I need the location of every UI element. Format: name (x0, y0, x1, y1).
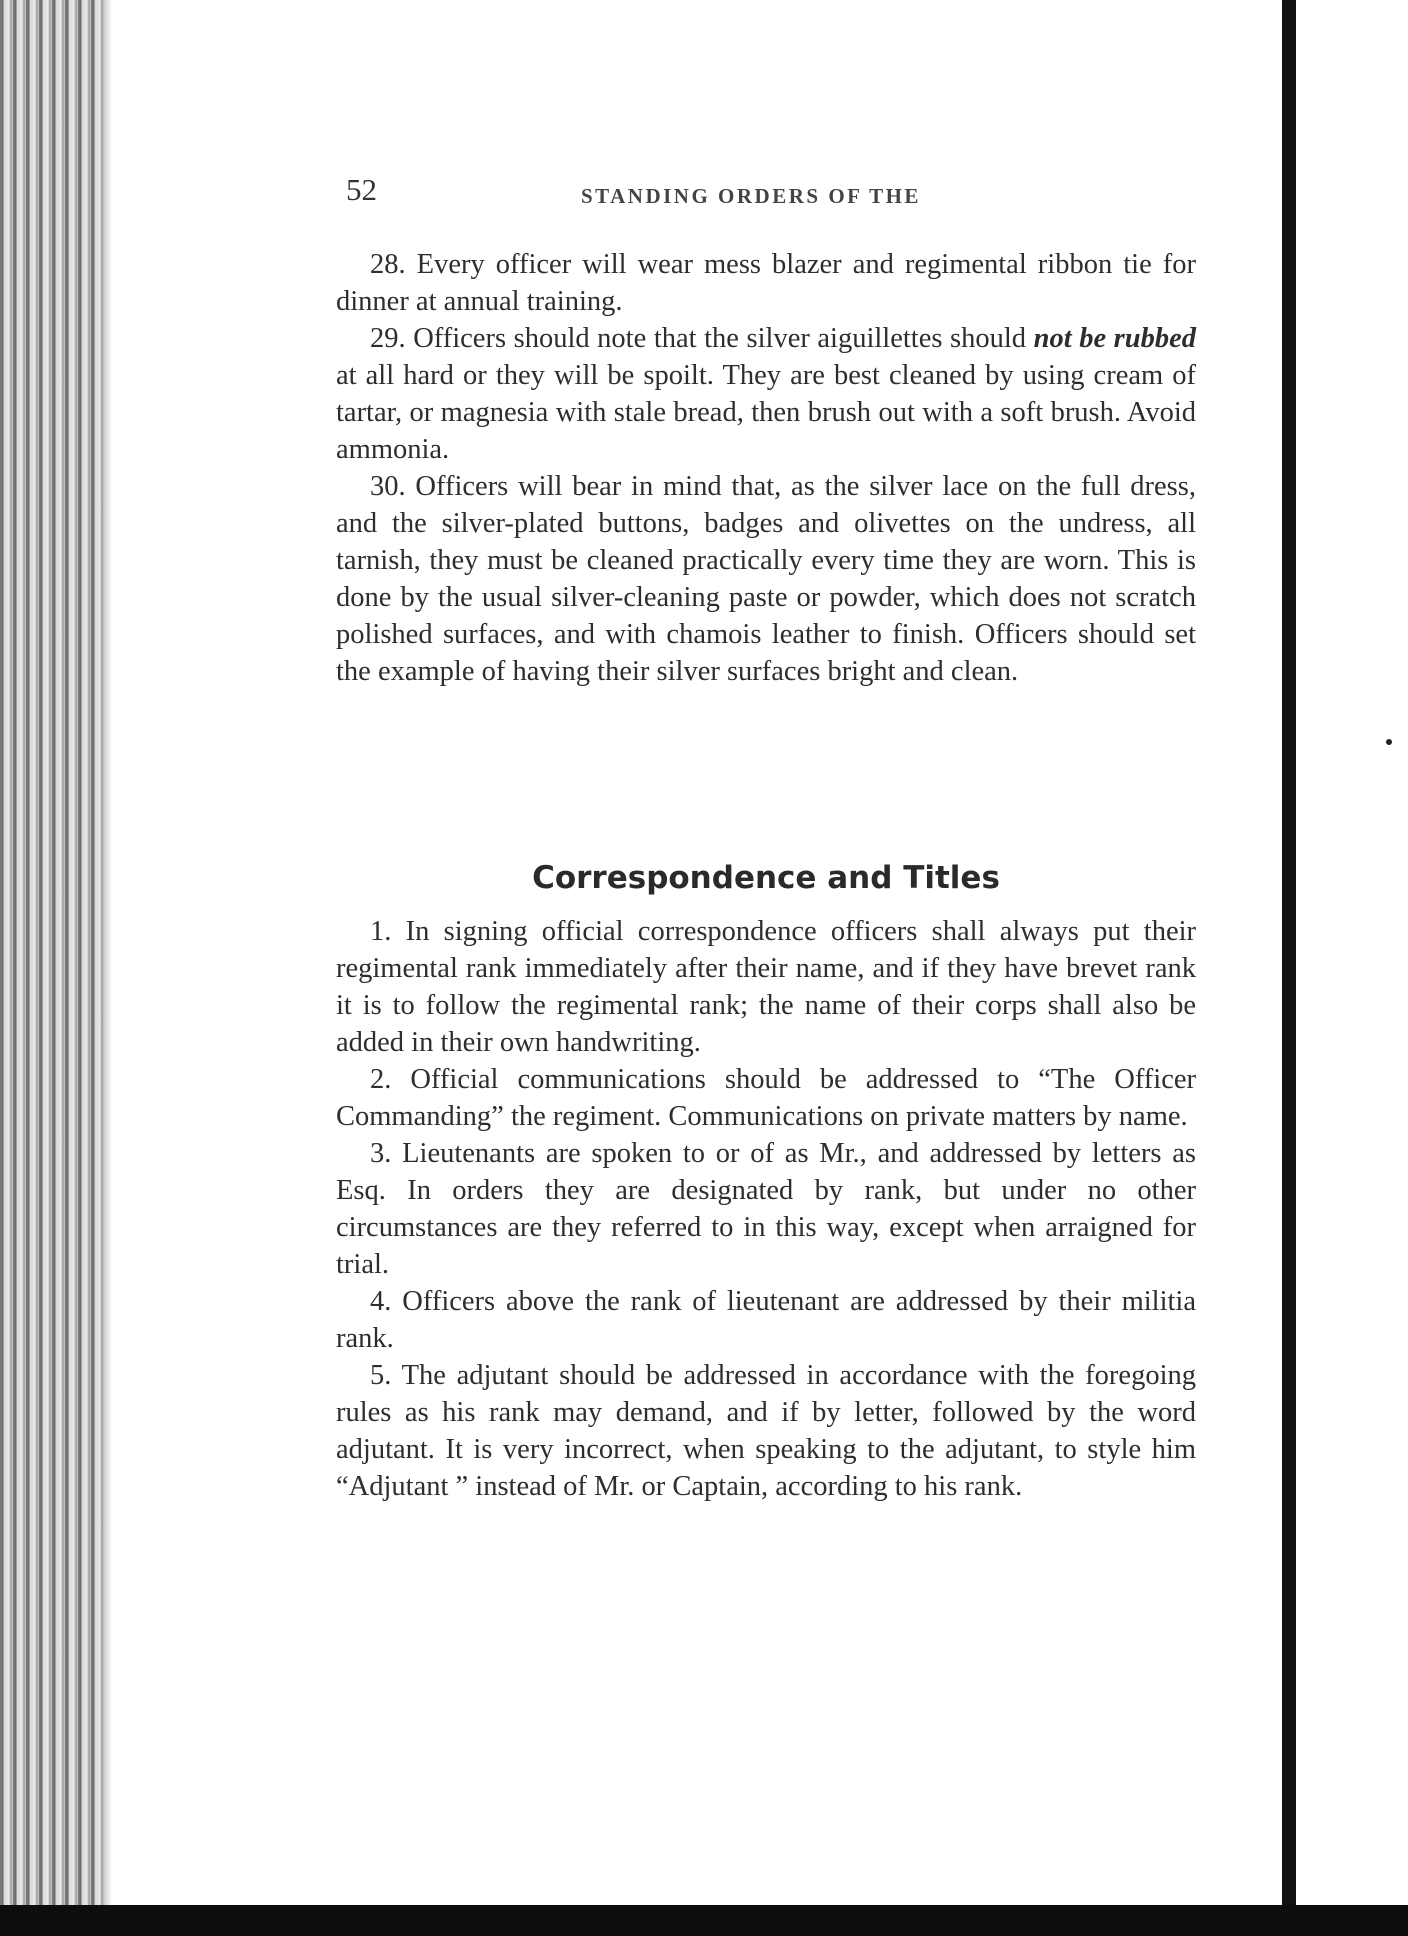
paragraph-text: at all hard or they will be spoilt. They are best cleaned by using cream of tartar, or magnesia with stale bread, then brush out with a soft brush. Avoid ammonia. (336, 360, 1196, 465)
paragraph-28 (336, 246, 1196, 320)
emphasis-text: not be rubbed (1033, 323, 1197, 354)
paragraph-text: In signing official correspondence officers shall always put their regimental rank immediately after their name, and if they have brevet rank it is to follow the regimental rank; the name of their corps shall also be added in their own handwriting. (336, 916, 1196, 1058)
paragraph-4 (336, 1283, 1196, 1357)
paragraph-29 (336, 320, 1196, 468)
paragraph-number: 1. (370, 916, 392, 947)
paragraph-2 (336, 1061, 1196, 1135)
paragraph-number: 3. (370, 1138, 392, 1169)
binding-shadow (1282, 0, 1296, 1905)
paragraph-text: Officers will bear in mind that, as the silver lace on the full dress, and the silver-plated buttons, badges and olivettes on the undress, all tarnish, they must be cleaned practically every time they are worn. This is done by the usual silver-cleaning paste or powder, which does not scratch polished surfaces, and with chamois leather to finish. Officers should set the example of having their silver surfaces bright and clean. (336, 471, 1196, 687)
paragraph-text: Officers above the rank of lieutenant are addressed by their militia rank. (336, 1286, 1196, 1354)
paragraph-text: Officers should note that the silver aiguillettes should (405, 323, 1034, 354)
paragraph-number: 29. (370, 323, 406, 354)
running-title: STANDING ORDERS OF THE (581, 184, 921, 208)
section-heading: Correspondence and Titles (532, 860, 1000, 896)
paragraph-text: Every officer will wear mess blazer and regimental ribbon tie for dinner at annual training. (336, 249, 1196, 317)
paragraph-3 (336, 1135, 1196, 1283)
paragraph-number: 28. (370, 249, 406, 280)
scan-bottom-border (0, 1905, 1408, 1936)
paragraph-text: Official communications should be addressed to “The Officer Commanding” the regiment. Communications on private matters by name. (336, 1064, 1196, 1132)
book-page-edges (0, 0, 112, 1905)
page-header (346, 172, 1191, 212)
paragraph-text: The adjutant should be addressed in accordance with the foregoing rules as his rank may demand, and if by letter, followed by the word adjutant. It is very incorrect, when speaking to the adjutant, to style him “Adjutant ” instead of Mr. or Captain, according to his rank. (336, 1360, 1196, 1502)
paragraph-5 (336, 1357, 1196, 1505)
paragraph-number: 2. (370, 1064, 392, 1095)
page-number: 52 (346, 172, 377, 207)
body-text-bottom (336, 913, 1196, 1505)
paragraph-number: 4. (370, 1286, 392, 1317)
paragraph-number: 5. (370, 1360, 392, 1391)
paragraph-number: 30. (370, 471, 406, 502)
paragraph-30 (336, 468, 1196, 690)
scan-speck (1386, 739, 1392, 745)
paragraph-1 (336, 913, 1196, 1061)
paragraph-text: Lieutenants are spoken to or of as Mr., and addressed by letters as Esq. In orders they are designated by rank, but under no other circumstances are they referred to in this way, except when arraigned for trial. (336, 1138, 1196, 1280)
body-text-top (336, 246, 1196, 690)
facing-page-edge (1296, 0, 1408, 1905)
